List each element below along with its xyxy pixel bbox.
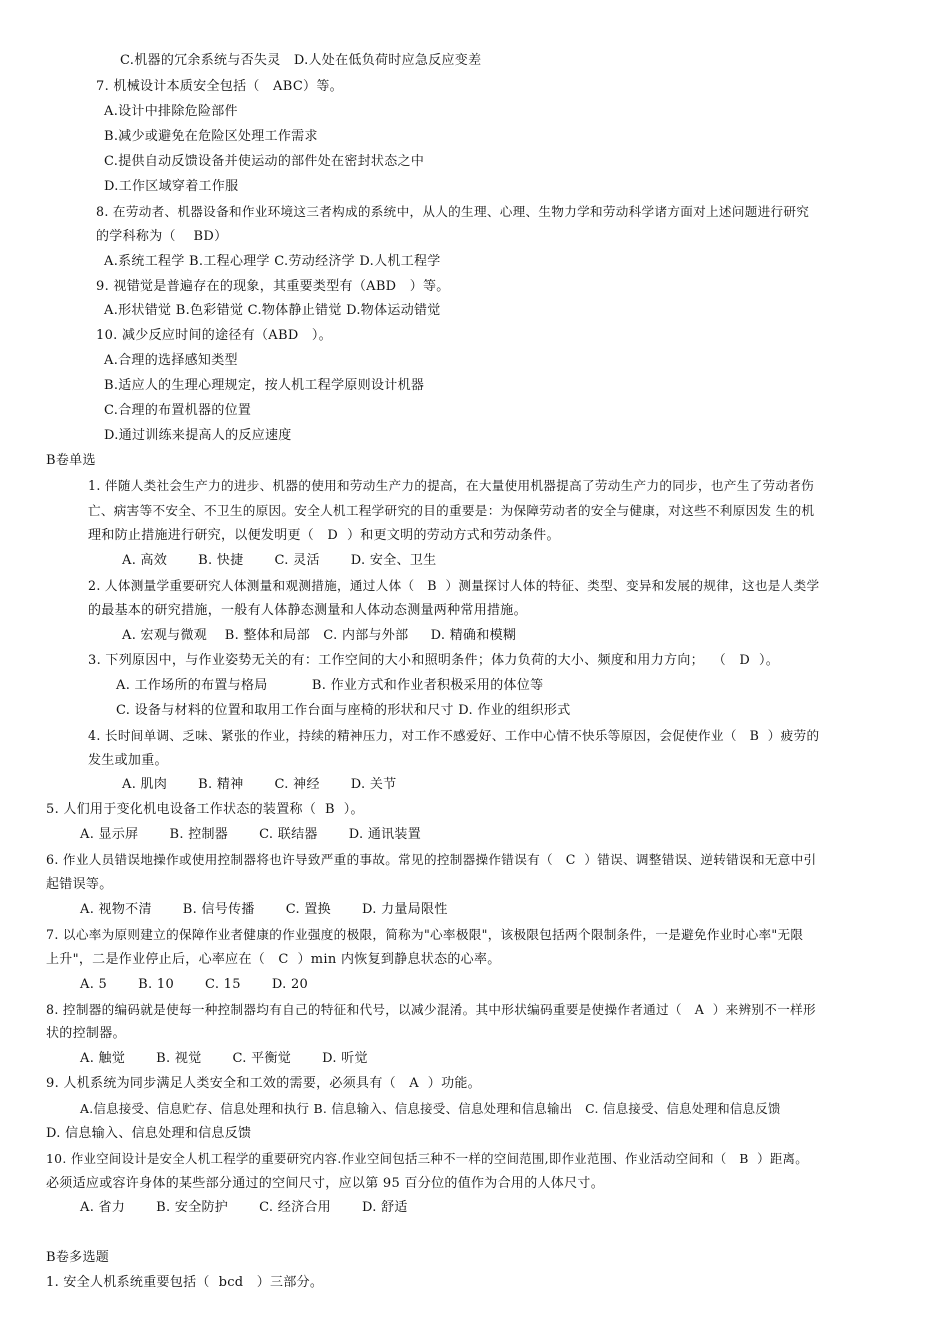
text-line: 亡、病害等不安全、不卫生的原因。安全人机工程学研究的目的重要是：为保障劳动者的安全与健康，对这些不利原因发 生的机 (88, 503, 815, 518)
text-line: C.机器的冗余系统与否失灵 D.人处在低负荷时应急反应变差 (120, 53, 482, 68)
option-line: A. 触觉 B. 视觉 C. 平衡觉 D. 听觉 (80, 1051, 368, 1066)
question-line: 1. 伴随人类社会生产力的进步、机器的使用和劳动生产力的提高，在大量使用机器提高了劳动生产力的同步，也产生了劳动者伤 (88, 478, 815, 493)
option-line: A.系统工程学 B.工程心理学 C.劳动经济学 D.人机工程学 (104, 254, 441, 269)
option-line: A. 视物不清 B. 信号传播 C. 置换 D. 力量局限性 (80, 902, 448, 917)
question-line: 8. 控制器的编码就是使每一种控制器均有自己的特征和代号，以减少混淆。其中形状编码重要是使操作者通过（ A ）来辨别不一样形 (46, 1002, 816, 1017)
question-line: 3. 下列原因中，与作业姿势无关的有：工作空间的大小和照明条件；体力负荷的大小、频度和用力方向； （ D ）。 (88, 653, 780, 668)
option-line: A. 工作场所的布置与格局 B. 作业方式和作业者积极采用的体位等 (116, 678, 544, 693)
question-line: 9. 视错觉是普遍存在的现象，其重要类型有（ABD ）等。 (96, 279, 450, 294)
question-line: 10. 作业空间设计是安全人机工程学的重要研究内容.作业空间包括三种不一样的空间范围,即作业范围、作业活动空间和（ B ）距离。 (46, 1151, 808, 1166)
option-line: A. 5 B. 10 C. 15 D. 20 (80, 977, 309, 992)
option-line: A. 显示屏 B. 控制器 C. 联结器 D. 通讯装置 (80, 827, 422, 842)
option-line: A.形状错觉 B.色彩错觉 C.物体静止错觉 D.物体运动错觉 (104, 303, 441, 318)
question-line: 2. 人体测量学重要研究人体测量和观测措施，通过人体（ B ）测量探讨人体的特征、类型、变异和发展的规律，这也是人类学 (88, 578, 820, 593)
option-line: A.信息接受、信息贮存、信息处理和执行 B. 信息输入、信息接受、信息处理和信息输出 C. 信息接受、信息处理和信息反馈 (80, 1101, 781, 1116)
option-line: A.设计中排除危险部件 (104, 104, 238, 119)
option-line: D.通过训练来提高人的反应速度 (104, 428, 292, 443)
option-line: A. 高效 B. 快捷 C. 灵活 D. 安全、卫生 (122, 553, 437, 568)
text-line: 必须适应或容许身体的某些部分通过的空间尺寸，应以第 95 百分位的值作为合用的人体尺寸。 (46, 1176, 605, 1191)
option-line: B.适应人的生理心理规定，按人机工程学原则设计机器 (104, 378, 425, 393)
text-line: 起错误等。 (46, 877, 113, 892)
question-line: 10. 减少反应时间的途径有（ABD ）。 (96, 328, 332, 343)
question-line: 7. 机械设计本质安全包括（ ABC）等。 (96, 79, 343, 94)
question-line: 5. 人们用于变化机电设备工作状态的装置称（ B ）。 (46, 802, 364, 817)
question-line: 4. 长时间单调、乏味、紧张的作业，持续的精神压力，对工作不感爱好、工作中心情不快乐等原因，会促使作业（ B ）疲劳的 (88, 728, 820, 743)
option-line: C. 设备与材料的位置和取用工作台面与座椅的形状和尺寸 D. 作业的组织形式 (116, 703, 571, 718)
question-line: 7. 以心率为原则建立的保障作业者健康的作业强度的极限，简称为"心率极限"，该极限包括两个限制条件，一是避免作业时心率"无限 (46, 927, 804, 942)
section-heading: B卷多选题 (46, 1250, 110, 1265)
text-line: 状的控制器。 (46, 1026, 126, 1041)
option-line: C.提供自动反馈设备并使运动的部件处在密封状态之中 (104, 154, 425, 169)
option-line: D.工作区域穿着工作服 (104, 179, 239, 194)
option-line: A. 省力 B. 安全防护 C. 经济合用 D. 舒适 (80, 1200, 408, 1215)
question-line: 6. 作业人员错误地操作或使用控制器将也许导致严重的事故。常见的控制器操作错误有（ C ）错误、调整错误、逆转错误和无意中引 (46, 852, 817, 867)
option-line: A. 宏观与微观 B. 整体和局部 C. 内部与外部 D. 精确和模糊 (122, 628, 517, 643)
option-line: D. 信息输入、信息处理和信息反馈 (46, 1126, 252, 1141)
text-line: 上升"，二是作业停止后，心率应在（ C ）min 内恢复到静息状态的心率。 (46, 952, 501, 967)
option-line: A.合理的选择感知类型 (104, 353, 238, 368)
text-line: 的最基本的研究措施，一般有人体静态测量和人体动态测量两种常用措施。 (88, 603, 527, 618)
text-line: 理和防止措施进行研究，以便发明更（ D ）和更文明的劳动方式和劳动条件。 (88, 528, 560, 543)
section-heading: B卷单选 (46, 453, 96, 468)
question-line: 8. 在劳动者、机器设备和作业环境这三者构成的系统中，从人的生理、心理、生物力学和劳动科学诸方面对上述问题进行研究 (96, 204, 810, 219)
question-line: 1. 安全人机系统重要包括（ bcd ）三部分。 (46, 1275, 324, 1290)
question-line: 9. 人机系统为同步满足人类安全和工效的需要，必须具有（ A ）功能。 (46, 1076, 481, 1091)
option-line: C.合理的布置机器的位置 (104, 403, 252, 418)
option-line: B.减少或避免在危险区处理工作需求 (104, 129, 318, 144)
text-line: 的学科称为（ BD） (96, 229, 228, 244)
text-line: 发生或加重。 (88, 753, 168, 768)
option-line: A. 肌肉 B. 精神 C. 神经 D. 关节 (122, 777, 397, 792)
